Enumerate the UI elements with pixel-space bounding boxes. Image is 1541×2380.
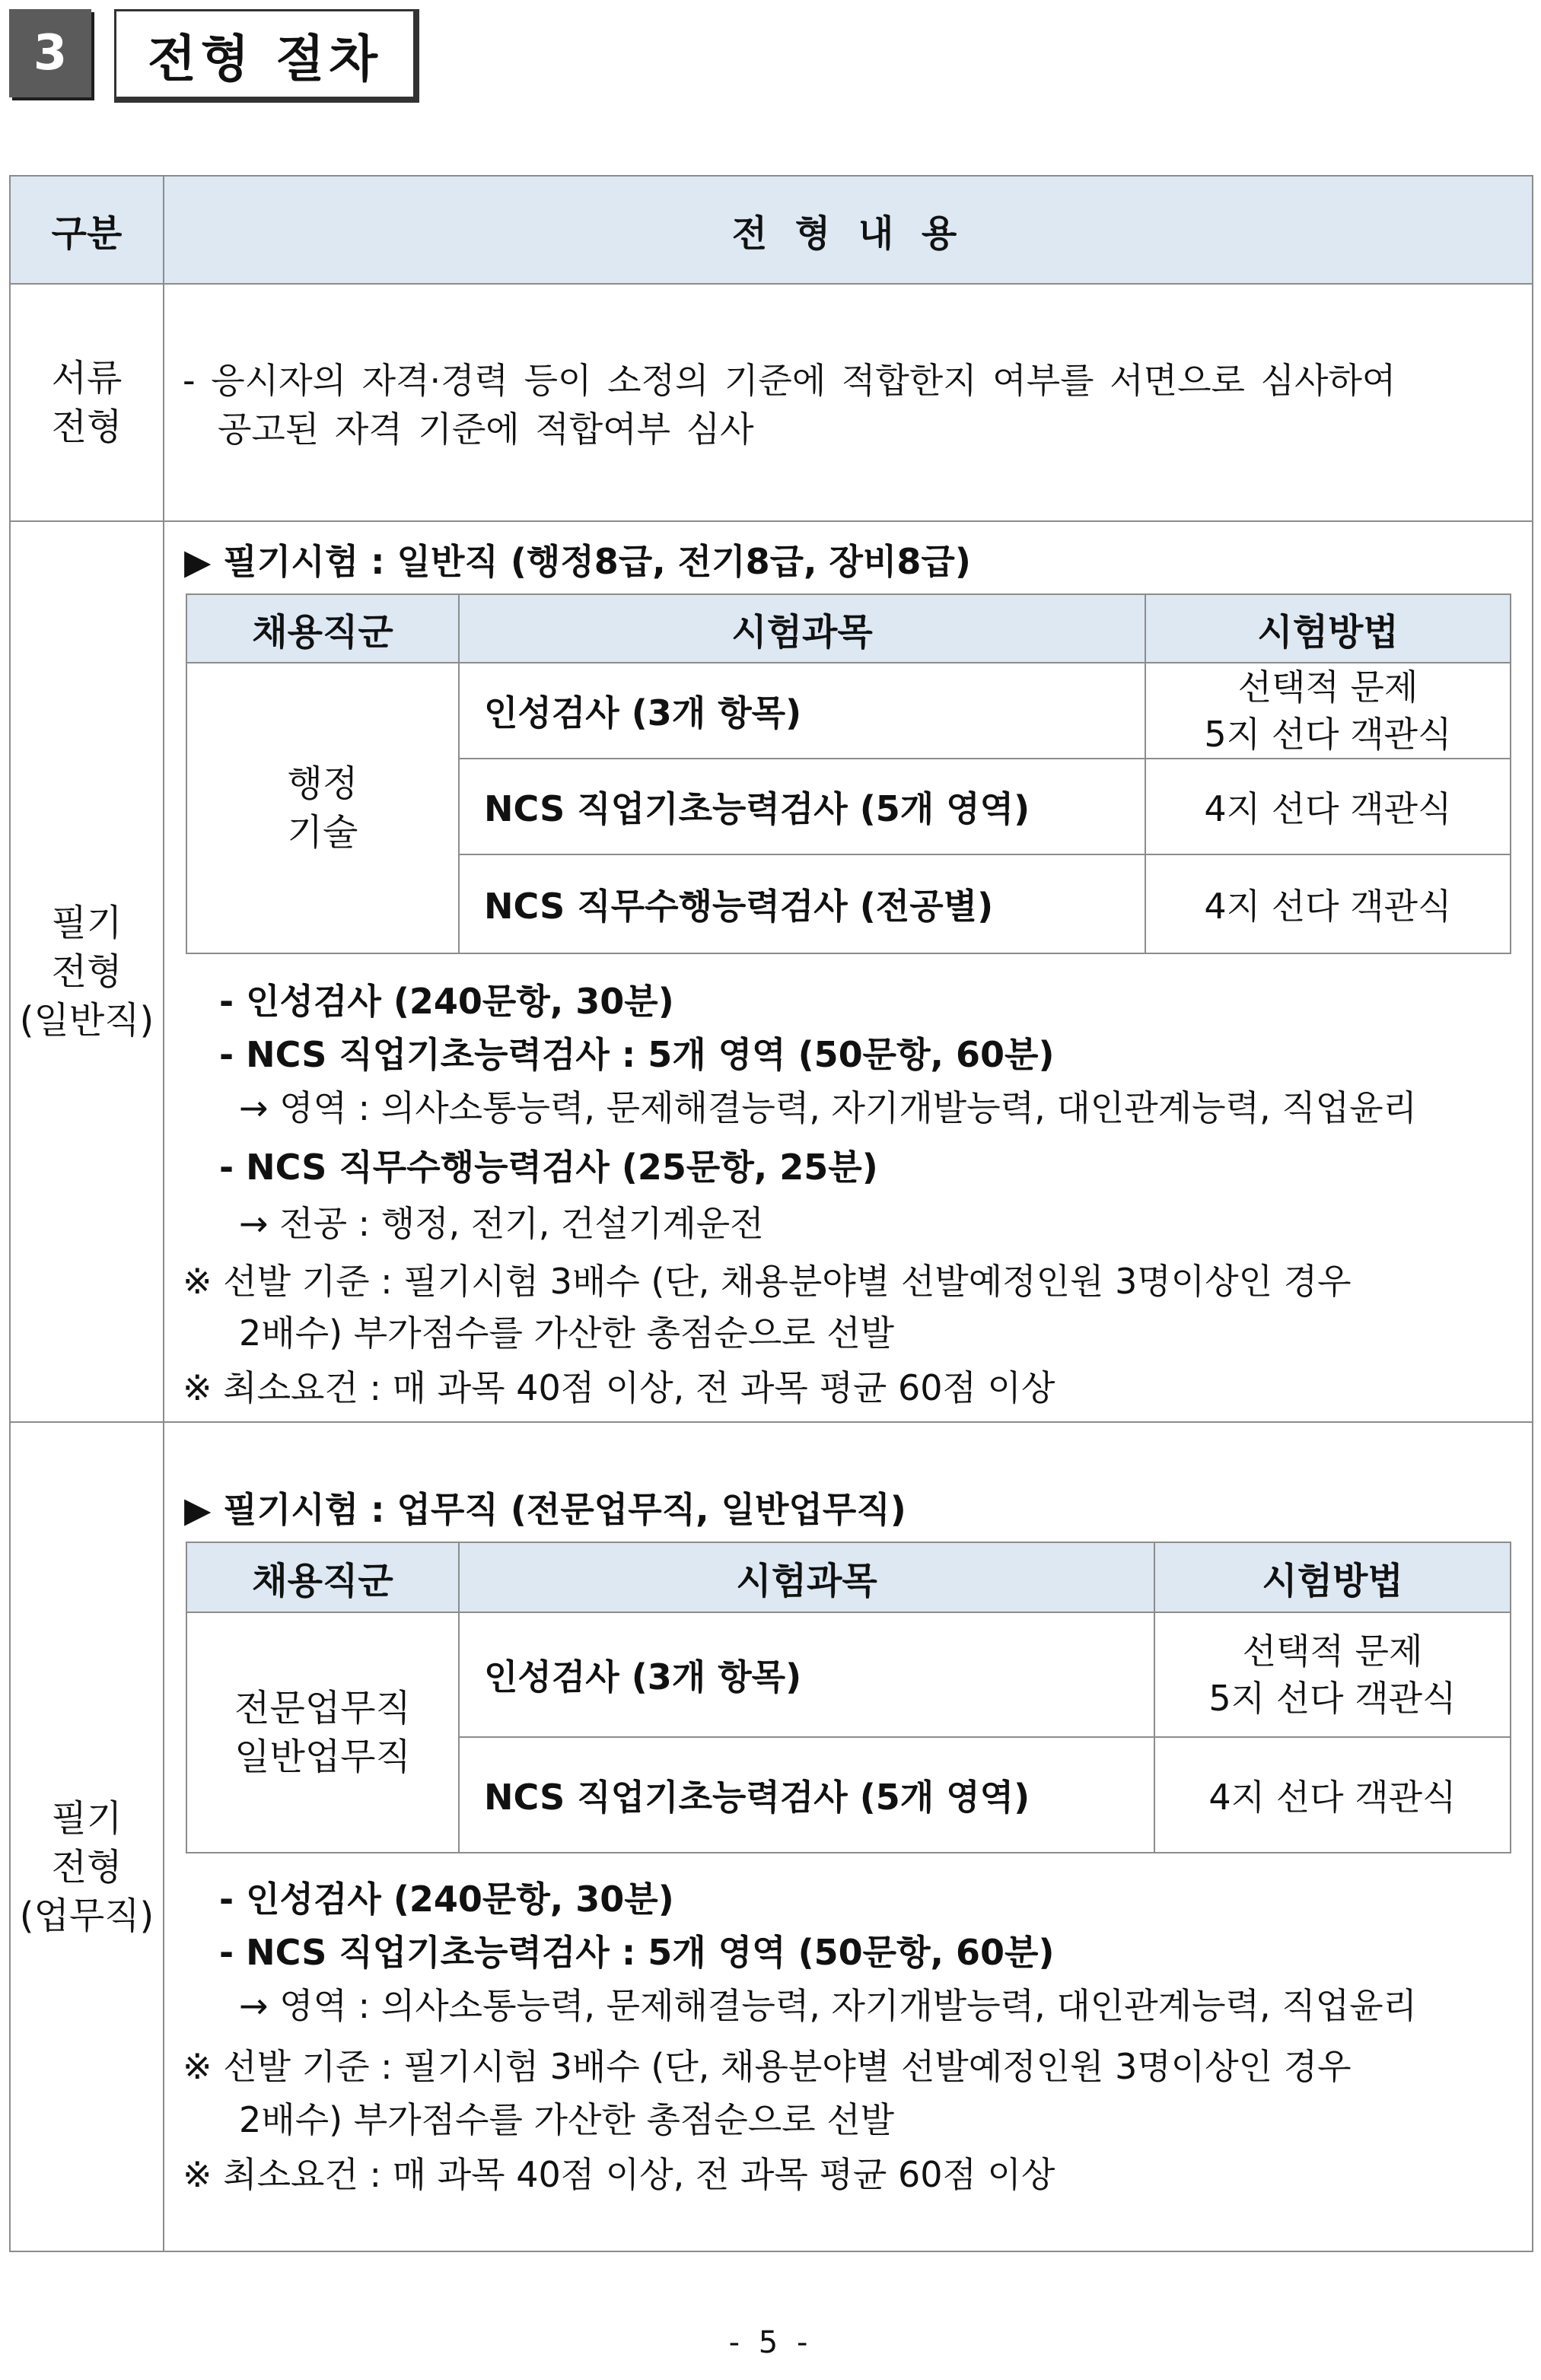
label-line: 서류 [51,357,123,399]
note-line: - NCS 직무수행능력검사 (25문항, 25분) [219,1147,878,1188]
label-line: (업무직) [19,1895,154,1937]
subtable-job-group [187,1613,458,1852]
selection-procedure-table [9,175,1533,2252]
row-label-written-business [11,1423,163,2251]
subtable-method-cell: 4지 선다 객관식 [1204,886,1452,927]
label-line: 필기 [51,902,123,944]
document-screening-text-line1: - 응시자의 자격·경력 등이 소정의 기준에 적합한지 여부를 서면으로 심사하여 [183,360,1396,401]
row-label-written-general [11,522,163,1421]
subtable-job-group [187,663,458,953]
subtable-subject-cell: 인성검사 (3개 항목) [484,692,802,733]
note-line: ※ 최소요건 : 매 과목 40점 이상, 전 과목 평균 60점 이상 [183,1367,1055,1408]
row-divider [11,1421,1532,1423]
group-line: 일반업무직 [234,1736,411,1778]
note-line: → 영역 : 의사소통능력, 문제해결능력, 자기개발능력, 대인관계능력, 직업윤리 [239,1985,1417,2026]
label-line: 전형 [51,406,123,448]
subtable-method-cell [1155,1613,1510,1736]
method-line: 선택적 문제 [1237,667,1418,708]
method-line: 선택적 문제 [1242,1631,1423,1672]
section-title: 전형 절차 [114,9,419,103]
written-business-exam-table [186,1542,1511,1853]
method-line: 5지 선다 객관식 [1204,714,1452,755]
subtable-method-cell: 4지 선다 객관식 [1208,1777,1457,1818]
note-line: - NCS 직업기초능력검사 : 5개 영역 (50문항, 60분) [219,1932,1055,1973]
subtable-method-cell [1146,663,1510,758]
document-screening-text-line2: 공고된 자격 기준에 적합여부 심사 [218,409,754,450]
subtable-subject-cell: 인성검사 (3개 항목) [484,1656,802,1698]
note-line: ※ 선발 기준 : 필기시험 3배수 (단, 채용분야별 선발예정인원 3명이상인 경우 [183,1261,1352,1302]
subtable-subject-cell: NCS 직무수행능력검사 (전공별) [484,886,994,927]
group-line: 행정 [287,762,358,805]
row-label-document-screening [11,285,163,520]
note-line: → 전공 : 행정, 전기, 건설기계운전 [239,1203,764,1244]
page-number: - 5 - [728,2325,813,2360]
note-line: → 영역 : 의사소통능력, 문제해결능력, 자기개발능력, 대인관계능력, 직업윤리 [239,1087,1417,1128]
subtable-header-subject: 시험과목 [731,610,873,654]
group-line: 기술 [287,811,358,854]
header-category: 구분 [51,212,123,255]
label-line: 전형 [51,950,123,993]
method-line: 5지 선다 객관식 [1208,1678,1457,1719]
header-content: 전 형 내 용 [731,212,965,255]
subtable-header-group: 채용직군 [252,610,393,654]
label-line: (일반직) [19,999,154,1042]
column-divider [163,177,164,2251]
subtable-header-subject: 시험과목 [736,1559,877,1602]
subtable-subject-cell: NCS 직업기초능력검사 (5개 영역) [484,1777,1030,1818]
label-line: 전형 [51,1846,123,1888]
note-line: - NCS 직업기초능력검사 : 5개 영역 (50문항, 60분) [219,1034,1055,1075]
note-line: ※ 최소요건 : 매 과목 40점 이상, 전 과목 평균 60점 이상 [183,2154,1055,2195]
note-line: - 인성검사 (240문항, 30분) [219,1879,674,1920]
subtable-header-group: 채용직군 [252,1559,393,1602]
subtable-header-method: 시험방법 [1262,1559,1403,1602]
subtable-header-method: 시험방법 [1257,610,1399,654]
written-general-heading: ▶ 필기시험 : 일반직 (행정8급, 전기8급, 장비8급) [184,541,971,582]
note-line: ※ 선발 기준 : 필기시험 3배수 (단, 채용분야별 선발예정인원 3명이상인 경우 [183,2046,1352,2087]
subtable-subject-cell: NCS 직업기초능력검사 (5개 영역) [484,788,1030,829]
written-general-exam-table [186,593,1511,954]
note-line: 2배수) 부가점수를 가산한 총점순으로 선발 [239,1312,895,1354]
note-line: 2배수) 부가점수를 가산한 총점순으로 선발 [239,2099,895,2140]
subtable-method-cell: 4지 선다 객관식 [1204,788,1452,829]
written-business-heading: ▶ 필기시험 : 업무직 (전문업무직, 일반업무직) [184,1489,906,1530]
row-divider [11,520,1532,522]
section-number: 3 [9,9,91,97]
note-line: - 인성검사 (240문항, 30분) [219,981,674,1022]
group-line: 전문업무직 [234,1687,411,1729]
label-line: 필기 [51,1797,123,1840]
